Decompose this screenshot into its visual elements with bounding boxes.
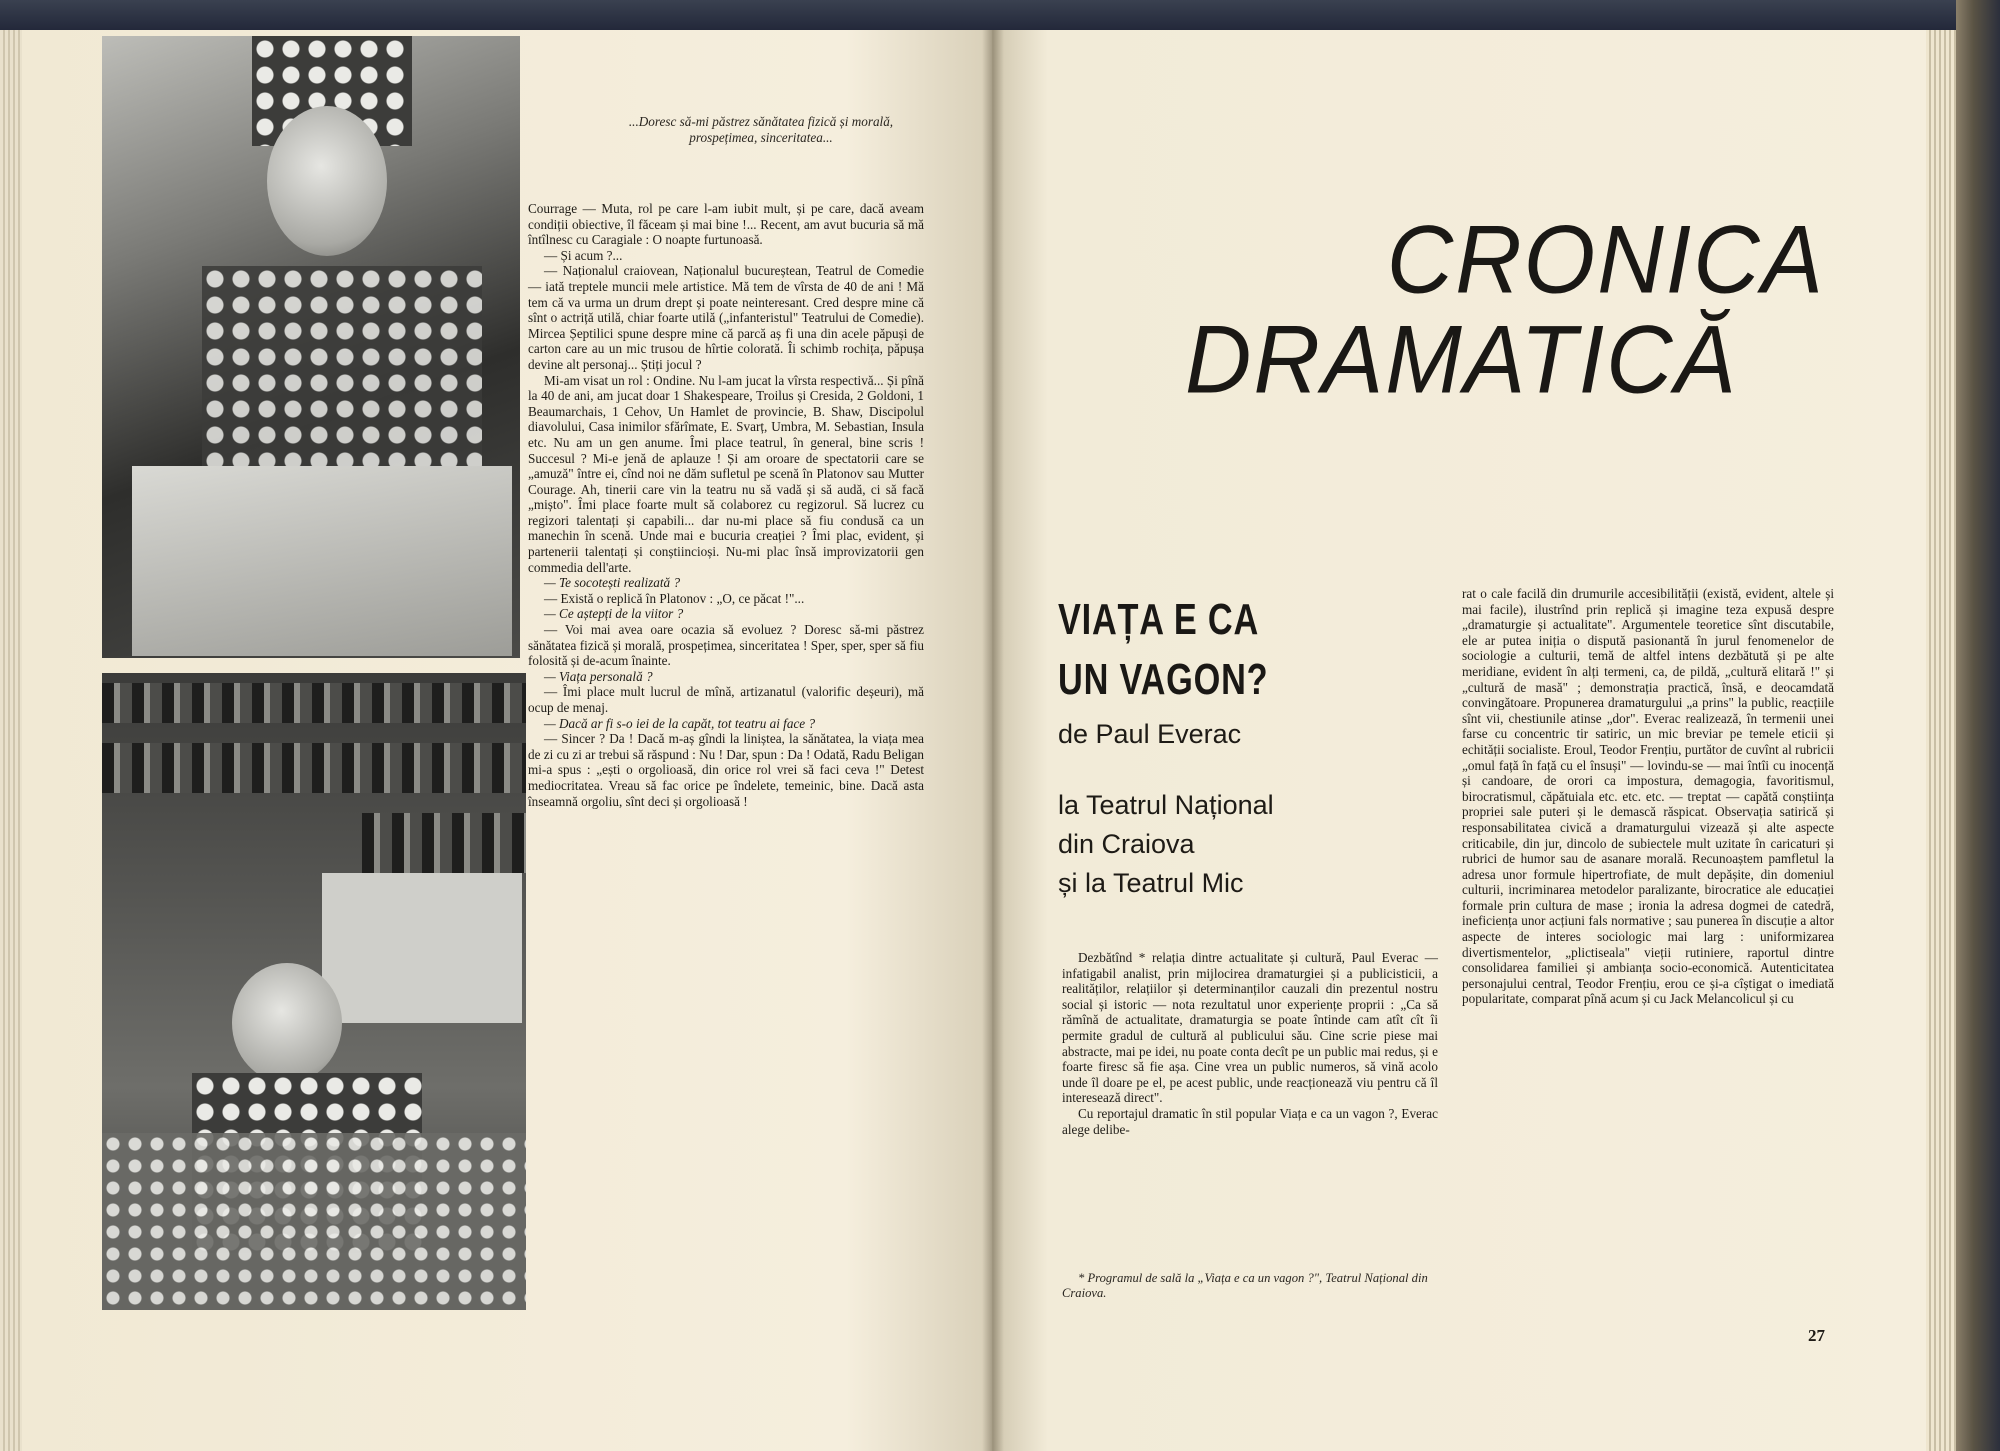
headline-line-1: VIAȚA E CA [1058,595,1260,644]
article-venue [1058,786,1274,903]
venue-line-2: din Craiova [1058,829,1195,859]
article-paragraph: Dezbătînd * relația dintre actualitate și cultură, Paul Everac — infatigabil analist, prin mijlocirea dramaturgiei și a publicisticii, a realităților, relațiilor și determinanților cauzali din prezentul nostru social și istoric — nota rezultatul unor experiențe proprii : „Ca să rămînă de actualitate, dramaturgia se poate întinde cam atît cît îi permite gradul de cultură al publicului său. Cine scrie piese mai abstracte, mai pe idei, nu poate conta decît pe un public mai redus, și e foarte firesc să fie așa. Cine vrea un public numeros, să vină acolo unde îl doare pe el, pe acest public, unde reacționează viu pentru că îl interesează direct". [1062,950,1438,1106]
interview-paragraph: — Sincer ? Da ! Dacă m-aș gîndi la liniștea, la sănătatea, la viața mea de zi cu zi ar trebui să răspund : Nu ! Dar, spun : Da ! Odată, Radu Beligan mi-a spus : „ești o orgolioasă, din orice rol vrei să faci ceva !" Detest mediocritatea. Vreau să fac orice pe îndelete, temeinic, bine. Dacă asta înseamnă orgoliu, sînt deci și orgolioasă ! [528,731,924,809]
photo-face [232,963,342,1083]
book-cover-top [0,0,2000,30]
venue-line-3: și la Teatrul Mic [1058,868,1244,898]
article-paragraph: rat o cale facilă din drumurile accesibilității (există, evident, altele și mai facile), ilustrînd prin replică și imagine teza expusă despre „dramaturgie și actualitate". Argumentele teoretice sînt discutabile, ele ar putea iniția o dispută pasionantă în jurul fenomenelor de sociologie a culturii, temă de altfel intens dezbătută și pe alte meridiane, evident în alți termeni, ca, de pildă, „cultură elitară !" și „cultură de masă" ; demonstrația practică, însă, e deocamdată convingătoare. Propunerea dramaturgului „a prins" la public, reacțiile sînt vii, chestiunile atinse „dor". Everac realizează, în termenii unei farse cu concentric tir satiric, un mic breviar pe temele eticii și echității socialiste. Eroul, Teodor Frențiu, purtător de cuvînt al rubricii „omul față în față cu el însuși" — lovindu-se — mai întîi cu inocență și candoare, de orori ca impostura, demagogia, favoritismul, birocratismul, căpătuiala etc. etc. etc. — treptat — capătă conștiința propriei sale puteri și le demască răspicat. Observația satirică și responsabilitatea civică a dramaturgului vizează și alte aspecte criticabile, din jur, dincolo de subiectele mult uzitate în caricaturi și rubrici de humor sau de asanare morală. Recunoaștem pamfletul la adresa unor formule hipertrofiate, de mult depășite, din domeniul culturii, incriminarea metodelor paralizante, birocratice ale educației formale prin cultura de mase ; ironia la adresa dogmei de catedră, ineficiența unor acțiuni fals normative ; sau punerea în discuție a altor aspecte de interes sociologic mai larg : uniformizarea divertismentelor, „plictiseala" vieții rutiniere, raportul dintre consolidarea familiei și ambianța socio-economică. Autenticitatea personajului central, Teodor Frențiu, erou ce și-a cîștigat o imediată popularitate, comparat pînă acum și cu Jack Melancolicul și cu [1462,586,1834,1007]
photo-actress-knitting [102,673,526,1310]
photo-face [267,106,387,256]
interview-paragraph: — Dacă ar fi s-o iei de la capăt, tot teatru ai face ? [544,715,816,731]
interview-paragraph: Courrage — Muta, rol pe care l-am iubit mult, și pe care, dacă aveam condiții obiective, îl făceam și mai bine !... Recent, am avut bucuria să mă întîlnesc cu Caragiale : O noapte furtunoasă. [528,201,924,248]
photo-wall-board [322,873,522,1023]
interview-paragraph: — Îmi place mult lucrul de mînă, artizanatul (valorific deșeuri), mă ocup de menaj. [528,684,924,715]
photo-patterned-sofa [102,1133,526,1310]
interview-paragraph: — Viața personală ? [544,668,653,684]
book-gutter [982,30,1004,1451]
photo-bookshelf-mid [102,743,526,793]
interview-paragraph: — Există o replică în Platonov : „O, ce păcat !"... [544,590,805,606]
page-number: 27 [1808,1326,1825,1345]
section-title-line-1: CRONICA [1386,206,1825,314]
headline-line-2: UN VAGON? [1058,655,1269,704]
photo-actress-sewing [102,36,520,658]
article-footnote: * Programul de sală la „Viața e ca un vagon ?", Teatrul Național din Craiova. [1062,1271,1428,1300]
article-paragraph: Cu reportajul dramatic în stil popular Viața e ca un vagon ?, Everac alege delibe- [1062,1105,1438,1137]
article-text-column-2 [1462,586,1834,1007]
interview-paragraph: — Voi mai avea oare ocazia să evoluez ? Doresc să-mi păstrez sănătatea fizică și morală, prospețimea, sinceritatea ! Sper, sper, sper să fiu folosită și de-acum înainte. [528,622,924,669]
venue-line-1: la Teatrul Național [1058,790,1274,820]
interview-paragraph: — Și acum ?... [544,247,623,263]
book-cover-right [1956,0,2000,1451]
section-title-line-2: DRAMATICĂ [1185,306,1738,414]
page-edges-right [1926,30,1956,1451]
article-text-column-1 [1062,950,1438,1137]
interview-paragraph: — Ce aștepți de la viitor ? [544,606,684,622]
interview-paragraph: — Naționalul craiovean, Naționalul bucureștean, Teatrul de Comedie — iată treptele muncii mele artistice. Mă tem de vîrsta de 40 de ani ! Mă tem că va urma un drum drept și poate neinteresant. Cred despre mine că sînt o actriță utilă, chiar foarte utilă („infanteristul" Teatrului de Comedie). Mircea Șeptilici spune despre mine că parcă aș fi una din acele păpuși de carton care au un mic trusou de hîrtie colorată. Îi schimb rochița, păpușa devine alt personaj... Știți jocul ? [528,263,924,372]
photo-bookshelf-low [362,813,526,873]
article-byline: de Paul Everac [1058,719,1242,749]
photo-fabric-table [132,466,512,656]
section-title [1185,206,1825,414]
photo-bookshelf-top [102,683,526,723]
article-headline [1058,590,1292,710]
page-edges-left [0,30,22,1451]
photo-caption: ...Doresc să-mi păstrez sănătatea fizică și morală, prospețimea, sinceritatea... [628,114,894,145]
interview-paragraph: Mi-am visat un rol : Ondine. Nu l-am jucat la vîrsta respectivă... Și pînă la 40 de ani, am jucat doar 1 Shakespeare, Troilus și Cresida, 2 Goldoni, 1 Beaumarchais, 1 Cehov, Un Hamlet de provincie, B. Shaw, Discipolul diavolului, Casa inimilor sfărîmate, E. Svarț, Umbra, M. Sebastian, Insula etc. Nu am un gen anume. Îmi place teatrul, în general, bine scris ! Succesul ? Mi-e jenă de aplauze ! Și am oroare de spectatorii care se „amuză" între ei, cînd noi ne dăm sufletul pe scenă în Platonov sau Mutter Courage. Ah, tinerii care vin la teatru nu să vadă și să audă, ci să facă „mișto". Îmi place foarte mult să colaborez cu regizorul. Să lucrez cu regizori talentați și capabili... dar nu-mi place să fiu condusă ca un manechin în scenă. Unde mai e bucuria creației ? Îmi plac, evident, și partenerii talentați și conștiincioși. Nu-mi plac însă improvizatorii gen commedia dell'arte. [528,372,924,575]
interview-text-column [528,201,924,809]
interview-paragraph: — Te socotești realizată ? [544,575,681,591]
